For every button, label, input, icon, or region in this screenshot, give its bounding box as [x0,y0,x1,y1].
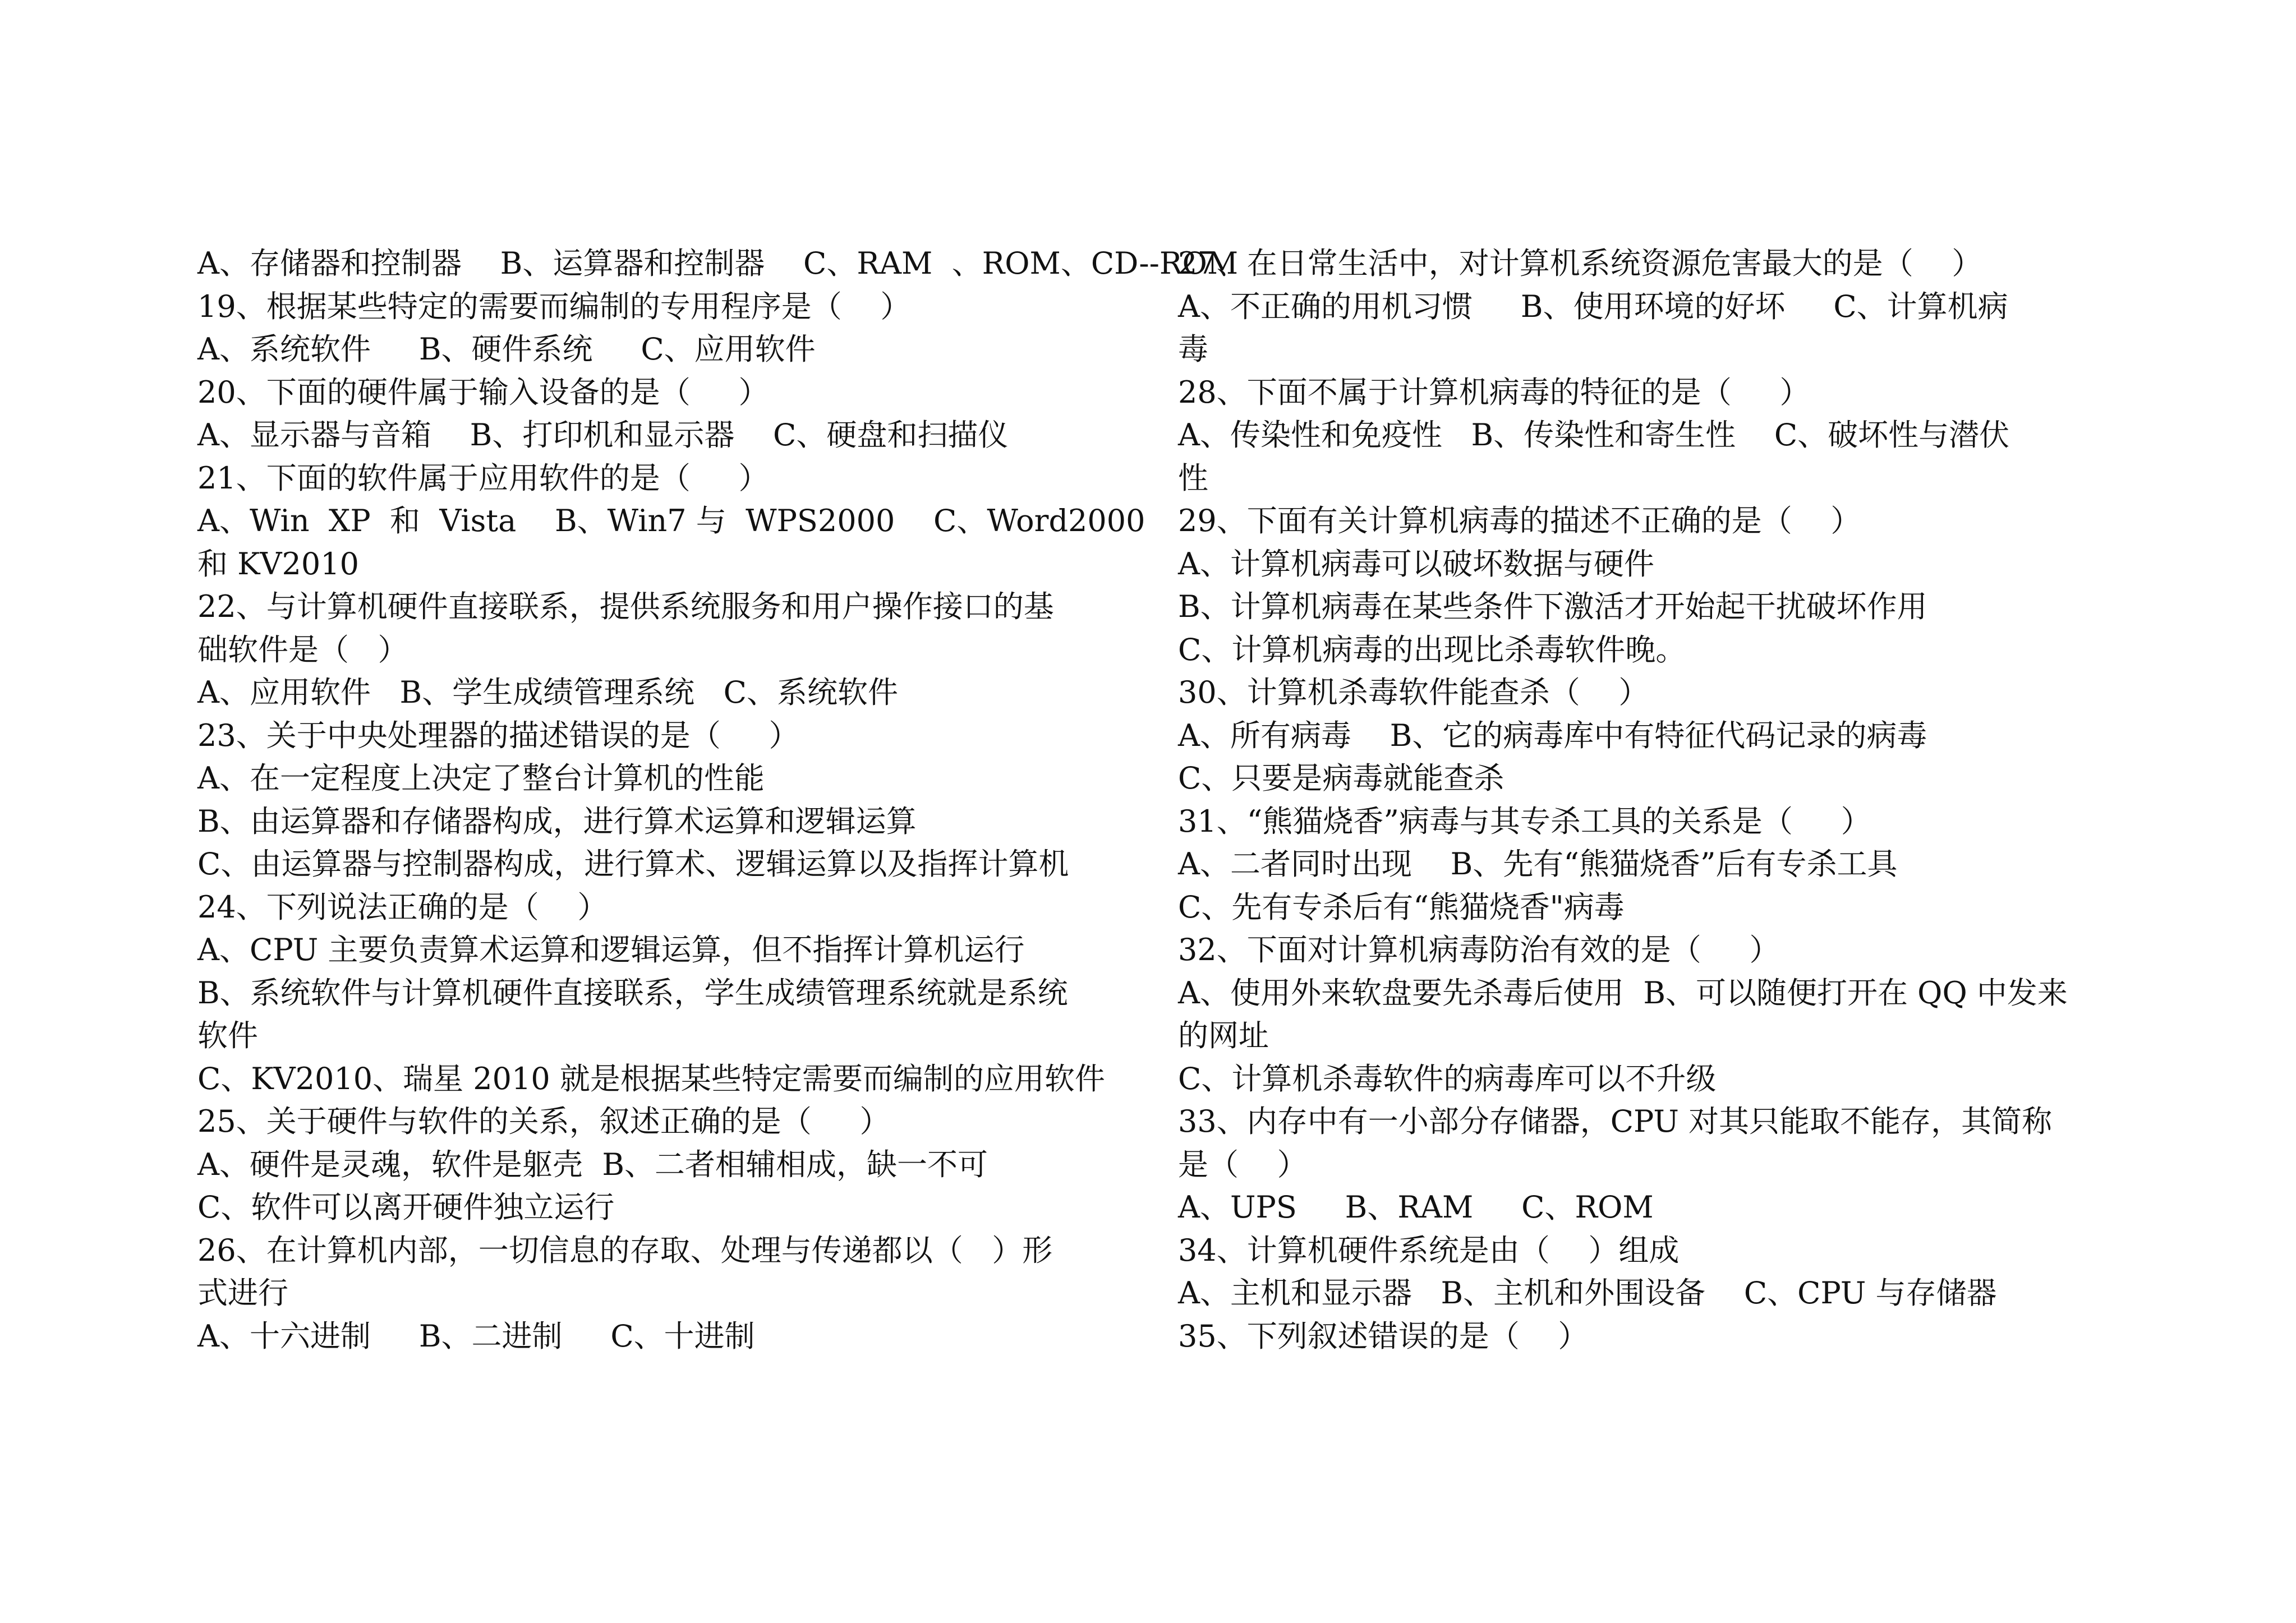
text-line: A、Win XP 和 Vista B、Win7 与 WPS2000 C、Word2000 [197,503,1145,538]
text-line: 27、在日常生活中，对计算机系统资源危害最大的是（ ） [1178,246,1982,281]
text-line: 33、内存中有一小部分存储器，CPU 对其只能取不能存，其简称 [1178,1104,2053,1139]
text-line: A、所有病毒 B、它的病毒库中有特征代码记录的病毒 [1178,717,1927,753]
text-line: A、应用软件 B、学生成绩管理系统 C、系统软件 [197,675,898,710]
text-line: B、由运算器和存储器构成，进行算术运算和逻辑运算 [197,803,917,839]
text-line: A、不正确的用机习惯 B、使用环境的好坏 C、计算机病 [1178,288,2008,324]
text-line: 是（ ） [1178,1146,1308,1182]
text-line: B、系统软件与计算机硬件直接联系，学生成绩管理系统就是系统 [197,975,1068,1011]
text-line: C、先有专杀后有“熊猫烧香"病毒 [1178,889,1625,925]
text-line: 21、下面的软件属于应用软件的是（ ） [197,460,769,496]
right-question-column [1178,242,2132,1358]
text-line: 19、根据某些特定的需要而编制的专用程序是（ ） [197,288,911,324]
text-line: 31、“熊猫烧香”病毒与其专杀工具的关系是（ ） [1178,803,1871,839]
text-line: 26、在计算机内部，一切信息的存取、处理与传递都以（ ）形 [197,1232,1053,1268]
text-line: A、二者同时出现 B、先有“熊猫烧香”后有专杀工具 [1178,846,1898,882]
text-line: A、主机和显示器 B、主机和外围设备 C、CPU 与存储器 [1178,1275,1997,1311]
text-line: A、系统软件 B、硬件系统 C、应用软件 [197,331,816,367]
text-line: 的网址 [1178,1018,1269,1053]
text-line: 22、与计算机硬件直接联系，提供系统服务和用户操作接口的基 [197,589,1054,624]
text-line: 性 [1178,460,1208,496]
text-line: 32、下面对计算机病毒防治有效的是（ ） [1178,932,1780,967]
text-line: 35、下列叙述错误的是（ ） [1178,1318,1589,1354]
text-line: A、传染性和免疫性 B、传染性和寄生性 C、破坏性与潜伏 [1178,417,2010,453]
text-line: C、软件可以离开硬件独立运行 [197,1189,615,1225]
text-line: C、计算机病毒的出现比杀毒软件晚。 [1178,631,1686,667]
text-line: C、由运算器与控制器构成，进行算术、逻辑运算以及指挥计算机 [197,846,1069,882]
text-line: 软件 [197,1018,258,1053]
text-line: A、CPU 主要负责算术运算和逻辑运算，但不指挥计算机运行 [197,932,1025,967]
text-line: A、UPS B、RAM C、ROM [1178,1189,1654,1225]
text-line: 础软件是（ ） [197,631,408,667]
text-line: A、硬件是灵魂，软件是躯壳 B、二者相辅相成，缺一不可 [197,1146,988,1182]
text-line: B、计算机病毒在某些条件下激活才开始起干扰破坏作用 [1178,589,1927,624]
text-line: A、计算机病毒可以破坏数据与硬件 [1178,546,1654,582]
text-line: 和 KV2010 [197,546,359,582]
text-line: 29、下面有关计算机病毒的描述不正确的是（ ） [1178,503,1861,538]
text-line: A、显示器与音箱 B、打印机和显示器 C、硬盘和扫描仪 [197,417,1009,453]
text-line: C、只要是病毒就能查杀 [1178,760,1504,796]
text-line: 23、关于中央处理器的描述错误的是（ ） [197,717,799,753]
text-line: A、使用外来软盘要先杀毒后使用 B、可以随便打开在 QQ 中发来 [1178,975,2068,1011]
text-line: 毒 [1178,331,1208,367]
text-line: 20、下面的硬件属于输入设备的是（ ） [197,374,769,410]
text-line: A、存储器和控制器 B、运算器和控制器 C、RAM 、ROM、CD--ROM [197,246,1239,281]
text-line: C、计算机杀毒软件的病毒库可以不升级 [1178,1061,1717,1096]
text-line: A、十六进制 B、二进制 C、十进制 [197,1318,755,1354]
text-line: C、KV2010、瑞星 2010 就是根据某些特定需要而编制的应用软件 [197,1061,1105,1096]
text-line: 34、计算机硬件系统是由（ ）组成 [1178,1232,1680,1268]
text-line: A、在一定程度上决定了整台计算机的性能 [197,760,765,796]
text-line: 式进行 [197,1275,288,1311]
text-line: 30、计算机杀毒软件能查杀（ ） [1178,675,1649,710]
text-line: 24、下列说法正确的是（ ） [197,889,608,925]
text-line: 28、下面不属于计算机病毒的特征的是（ ） [1178,374,1810,410]
text-line: 25、关于硬件与软件的关系，叙述正确的是（ ） [197,1104,890,1139]
